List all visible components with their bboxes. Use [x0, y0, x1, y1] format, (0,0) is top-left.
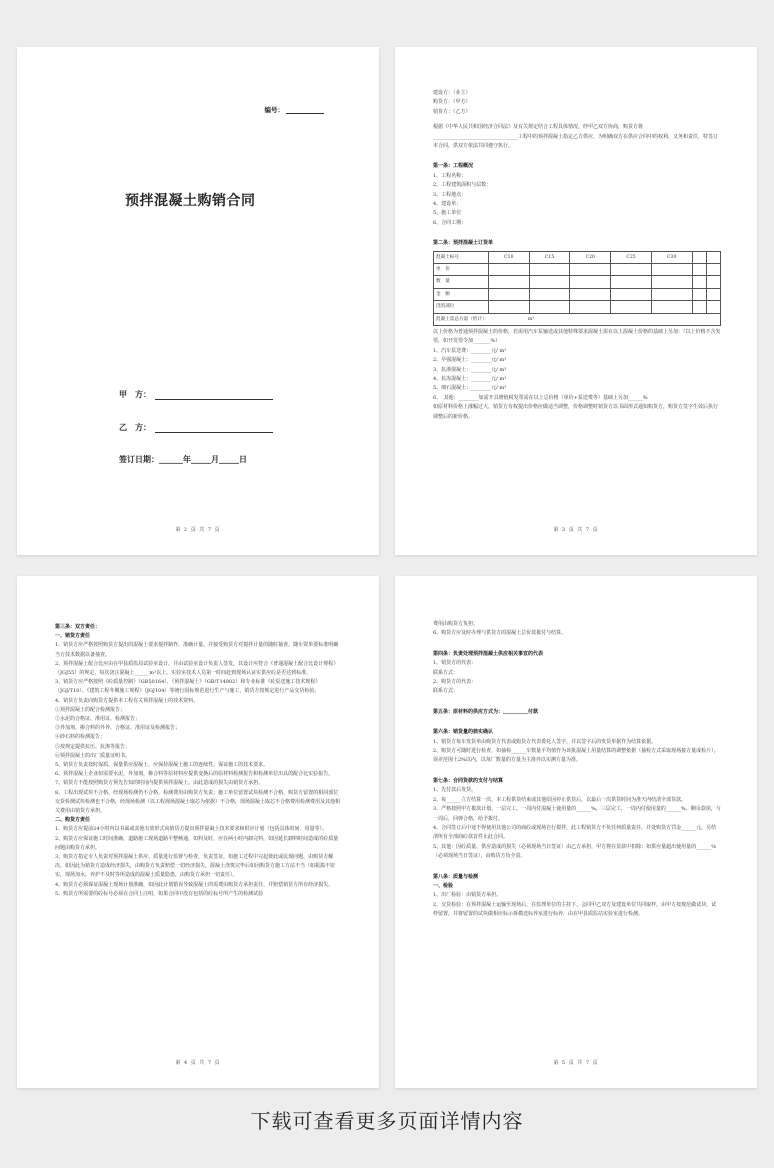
- party-b-field: [119, 422, 273, 433]
- table-row: [434, 264, 721, 276]
- page-footer: 第 2 页 共 7 页: [175, 527, 221, 533]
- list-item: ①预拌混凝土的配合检测报告；: [55, 706, 126, 713]
- text-paragraph: 费用由购货方负担。: [433, 621, 479, 627]
- table-row: [434, 251, 721, 263]
- text-paragraph: 3、销货方应严格按照《砼质量控制》（GB50164）、《预拌混凝土》（GB/T14902）和专业标准《砼泵送施工技术规程》（JGJ/T10）、《建筑工程冬期施工规程》（JGJ104）等统行国标规范进行生产与施工，销货方按规定进行产品交货检验。: [55, 679, 321, 695]
- list-item: 2、工程建筑面积与层数：: [433, 182, 492, 189]
- contract-number: [265, 105, 325, 114]
- page-content: [55, 618, 343, 899]
- intro-paragraph: 根据《中华人民共和国经济合同法》及有关规定结合工程具体情况，经甲乙双方协商，购货方将__________________________________工程中的预拌混凝土指定乙方供应，为明确双方在供应合同中的权利、义务和责任，特签订本合同，供双方依法共同遵守执行。: [433, 124, 719, 150]
- contract-number-label: 编号：: [264, 106, 284, 114]
- page-content: [433, 620, 721, 920]
- table-cell: C10: [489, 251, 530, 263]
- text-paragraph: 5、其他：因砼质量、供应造成的损失（必须现场当日签证）由乙方承担，甲方将在货款中扣除；如供应量超出使用量的______%（必须现场当日签证），由购货方负全责。: [433, 843, 716, 860]
- table-cell: 数 量: [434, 276, 489, 288]
- table-row: [434, 288, 721, 300]
- list-item: 5、细石混凝土：________元/ m³: [433, 385, 507, 392]
- section-heading: 第四条：负责处理预拌混凝土供应相关事宜的代表: [433, 650, 544, 657]
- text-paragraph: 4、合同签订后中途不得使用其他公司的商砼或现场自行搅拌，此工程销货方不负任何质量责任，并处购货方罚金______元，另结清所有全部商砼款首件止此合同。: [433, 824, 717, 841]
- subsection-heading: 二、购货方责任: [55, 817, 91, 824]
- list-item: 4、建设单：: [433, 201, 462, 208]
- list-item: 4、抗冻混凝土：________元/ m³: [433, 376, 507, 383]
- text-paragraph: 2、购货方应保证施工时间准确，道路施工现场道路平整畅通，如料及时，应在两小时内卸完料，如因延长卸料时间造成的砼质量问题由购货方承担。: [55, 835, 339, 851]
- list-item: 联系方式：: [433, 688, 459, 695]
- list-item: ③外加剂、掺合料的外养、合格证、准用证及检测报告；: [55, 725, 181, 732]
- list-item: ⑤按规定提供抗压、抗渗等报告；: [55, 743, 131, 750]
- text-paragraph: 2、交货检验：在预拌混凝土运输至现场后，在监理单位的主持下，会同甲乙双方及建设单位共同取样，由甲方按规范做试块，试样留置，并将留置的试块做相应标示拆模送标养室进行标养，由在甲县质监站实验室进行检测。: [433, 901, 717, 918]
- text-paragraph: 1、先付款后发货。: [433, 787, 477, 794]
- list-item: 2、早强混凝土：________元/ m³: [433, 357, 507, 364]
- text-paragraph: 7、销货方不能按照购货方预先告知的时间内提供预拌混凝土，由此造成的损失由销货方承担。: [55, 780, 264, 787]
- list-item: 1、汽车泵送费：________元/ m³: [433, 347, 507, 354]
- table-cell: 金 额: [434, 288, 489, 300]
- party-a-label: 甲 方：: [119, 390, 151, 399]
- section-heading: 第六条：销货量的核实确认: [433, 729, 494, 736]
- party-b-blank: [155, 424, 273, 433]
- list-item: 6、 其他：________如需开具增值税发票需在以上总价格（单价+泵送费等）基础上另加______%: [433, 394, 648, 401]
- text-paragraph: 2、预拌混凝土配合比应由在甲县质监局试验室设计，并由试验室设计负责人签发，其设计应符合《普通混凝土配合比设计规程》（JGJ55）的规定，每次浇注混凝土______m³以上，实验室技术人员第一时间赶到现场认证实供应砼是否达到标准。: [55, 660, 339, 677]
- table-cell: 混凝土标号: [434, 251, 489, 263]
- list-item: 6、合同工期：: [433, 219, 467, 226]
- list-item: 3、抗渗混凝土：________元/ m³: [433, 366, 507, 373]
- text-paragraph: 6、购货方应及时办理与供货方的混凝土总价款拨付与结算。: [433, 630, 567, 637]
- section-heading: 第一条：工程概况: [433, 163, 474, 170]
- text-paragraph: 如原材料价格上涨幅过大，销货方有权提出价格应做适当调整，价格调整时销货方以书面形式通知购货方，购货方签字生效后执行调整后的新价格。: [433, 404, 719, 420]
- list-item: 2、购货方的代表：: [433, 679, 477, 686]
- party-a-field: [119, 389, 273, 400]
- text-paragraph: 1、销货方应严格按照购货方提出的混凝土要求搅拌制作，准确计量，并接受购货方对搅拌计量的随时抽查，随车资单要标准明确当方技术数据以备抽查。: [55, 642, 339, 658]
- table-cell: C25: [611, 251, 652, 263]
- list-item: 联系方式：: [433, 669, 459, 676]
- table-row: [434, 301, 721, 313]
- section-heading: 第七条：合同货款的支付与结算: [433, 777, 504, 784]
- text-paragraph: 3、严格按照甲方拨款计划、一层完工，一周内付混凝土使用量的______%，三层完工，一周内付使用量的______%，剩余款项，与一周后，回弹合格，给予拨付。: [433, 806, 721, 822]
- text-paragraph: 8、工程出现试块不合格，经现场检测仍不合格，检测费用由购货方负责；施工单位留置试块检测不合格，购货方留置的相同部位交货检测试块检测也不合格，经现场检测（以工程现场混凝土取芯为依据）不合格，现场混凝土取芯不合格费用检测费用及其他相关费用由销货方承担。: [55, 789, 341, 815]
- table-row: [434, 313, 721, 325]
- text-paragraph: 1、出厂检验：由销货方承担。: [433, 892, 502, 899]
- page-content: [433, 89, 721, 422]
- text-paragraph: 6、预拌混凝土企业如需要水泥，外加剂，掺合料等原材料应提供变换后的原材料检测报告和检测单位出具的配合比实验报告。: [55, 771, 334, 778]
- table-cell: 浇筑部位: [434, 301, 489, 313]
- table-cell: 混凝土需总方量（约计）： m³: [434, 313, 721, 325]
- text-paragraph: 4、购货方必须保证混凝土现场计划准确，如因此计划错误导致混凝土的需费由购货方承担责任，并赔偿销货方所有经济损失。: [55, 881, 334, 888]
- contract-number-blank: [286, 113, 324, 114]
- text-paragraph: 2、购货方可随时进行检查，如抽检______车数量平均值作为该批混凝土用量结算的调整依据（抽检方式采取现场接方量成检斤），误差范围士2%以内，以每厂数量的方量为主准外以实测方量为准。: [433, 748, 719, 764]
- page-footer: 第 3 页 共 7 页: [553, 527, 599, 533]
- page-footer: 第 4 页 共 7 页: [175, 1060, 221, 1066]
- table-cell: C30: [651, 251, 692, 263]
- section-heading: 第五条：原材料的供应方式为：__________付款: [433, 708, 539, 715]
- list-item: 3、工程地点：: [433, 191, 467, 198]
- document-page-3: [17, 576, 379, 1088]
- list-item: 1、工程名称：: [433, 172, 467, 179]
- text-paragraph: 以上价格为普通预拌混凝土的价格，若需用汽车泵输送或其他特殊要求混凝土需在以上混凝土价格的基础上另加：（以上价格不含发票，如开发票令加_______%）: [433, 329, 721, 345]
- text-paragraph: 5、销货方负责按时保质、保量供应混凝土，应保持混凝土施工的连续性，保证施工的技术要求。: [55, 762, 269, 769]
- table-cell: C20: [570, 251, 611, 263]
- contract-title: 预拌混凝土购销合同: [125, 193, 256, 209]
- list-item: ④砂石料的检测报告；: [55, 734, 106, 741]
- list-item: 5、施工单位: [433, 210, 462, 217]
- page-footer: 第 5 页 共 7 页: [553, 1060, 599, 1066]
- text-paragraph: 5、购货方所需要的砼标号必须在合同上注明，如果合同中没有包括的砼标号所产生的检测试验: [55, 890, 264, 897]
- subsection-heading: 一、检验: [433, 882, 454, 889]
- list-item: ②水泥的合格证、准用证、检测报告；: [55, 716, 141, 723]
- section-heading: 第二条：预拌混凝土订货单: [433, 240, 494, 247]
- list-item: 1、销货方的代表：: [433, 660, 477, 667]
- table-row: [434, 276, 721, 288]
- table-cell: [692, 251, 706, 263]
- text-paragraph: 2、每______立方结算一次，本工程供货结束或其他原因停止供货后，以最后一次供货时间为准天内结清全部货款。: [433, 796, 687, 803]
- download-more-banner[interactable]: 下载可查看更多页面详情内容: [250, 1109, 524, 1133]
- document-page-2: [395, 47, 757, 555]
- table-cell: C15: [529, 251, 570, 263]
- table-cell: 单 价: [434, 264, 489, 276]
- party-b-label: 乙 方：: [119, 423, 151, 432]
- document-page-cover: [17, 47, 379, 555]
- section-heading: 第三条：双方责任：: [55, 624, 101, 630]
- party-a-blank: [155, 391, 273, 400]
- document-page-4: [395, 576, 757, 1088]
- order-table: [433, 251, 721, 326]
- subsection-heading: 一、销货方责任: [55, 633, 91, 640]
- section-heading: 第八条：质量与检测: [433, 873, 479, 880]
- text-paragraph: 1、购货方应提前24小时内以书面或其他有效形式向销货方提出预拌混凝土技术要求和供应计划（包括具体时间、用量等）。: [55, 826, 328, 833]
- list-item: ⑥预拌混凝土的出厂质量证明书。: [55, 752, 131, 759]
- text-line: 建设方：（业主）: [433, 90, 471, 96]
- table-cell: [706, 251, 720, 263]
- text-line: 销货方：（乙方）: [433, 108, 471, 115]
- text-paragraph: 4、销货方负责向购货方提供本工程有关预拌混凝土的技术资料。: [55, 697, 199, 704]
- text-paragraph: 1、销货方每车发货单由购货方代表或购货方代表委托人签字，并以签字后的发货单据作为结算依据。: [433, 738, 657, 745]
- sign-date: 签订日期：______年_____月_____日: [119, 455, 247, 464]
- text-line: 购货方：（甲方）: [433, 99, 471, 106]
- text-paragraph: 3、购货方指定专人负责对预拌混凝土供应、质量进行监督与检查，负责签证，如施工过程中完起彼此或民现问题，由购货方解决。如因此为销货方造成经济损失，由购货方负责赔偿一切经济损失。混凝土浇筑完毕后如因购货方施工方法不当（如振捣不密实，现场加水，养护不及时等所造成的混凝土质量隐患，由购货方承担一切责任）。: [55, 854, 336, 879]
